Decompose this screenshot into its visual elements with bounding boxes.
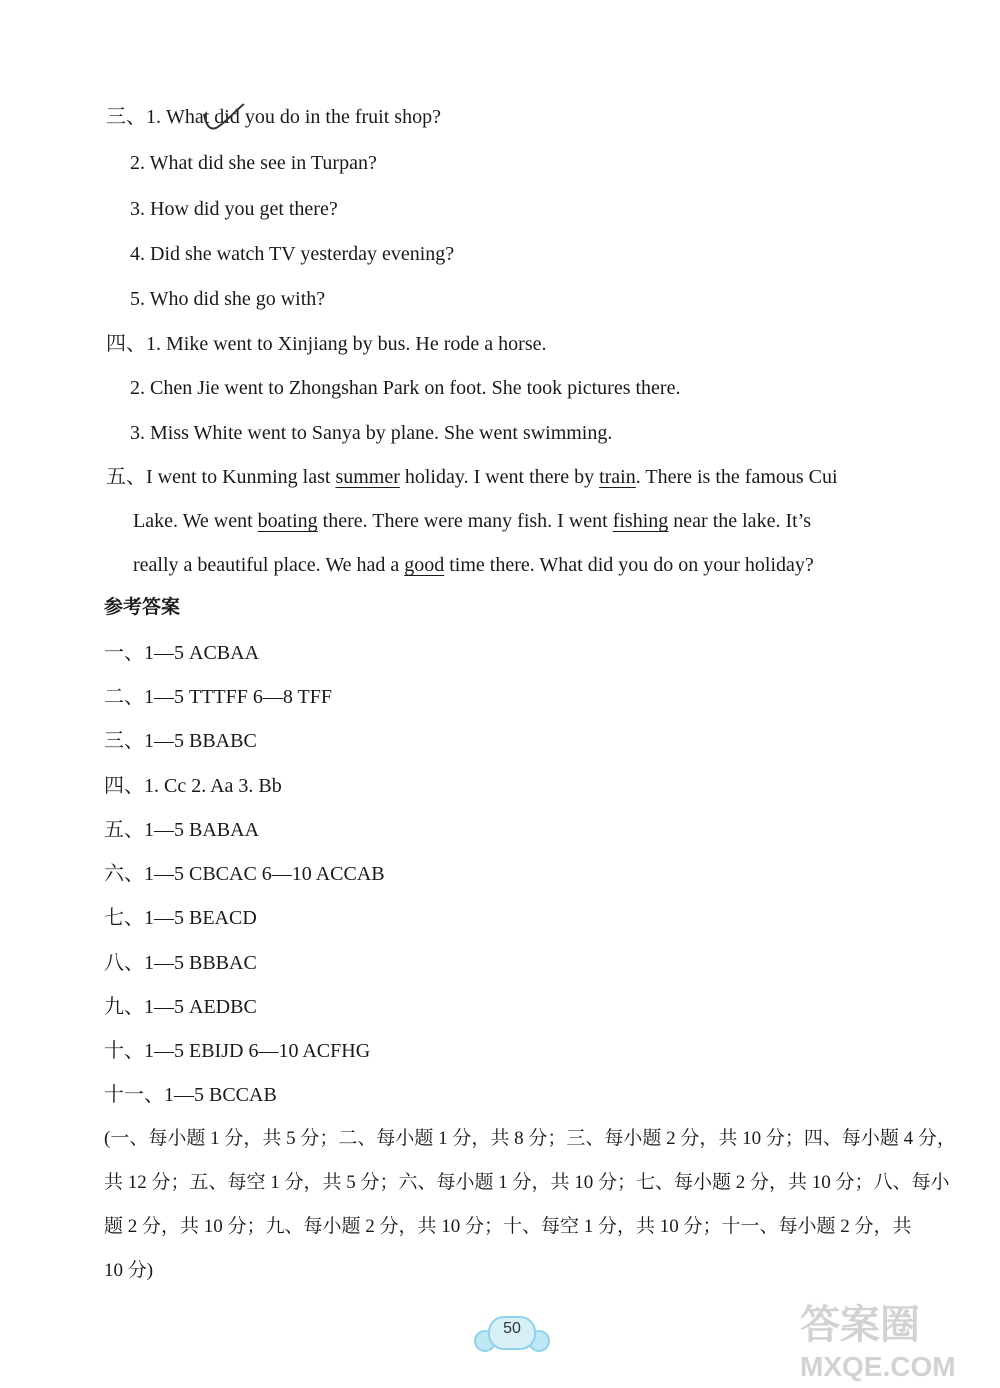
answer-line: 三、1—5 BBABC (104, 730, 257, 752)
answer-line: 九、1—5 AEDBC (104, 996, 257, 1018)
section5-text: near the lake. It’s (668, 510, 811, 532)
section4-item-2: 2. Chen Jie went to Zhongshan Park on foot. She took pictures there. (130, 377, 681, 399)
section5-text: time there. What did you do on your holiday? (444, 554, 814, 576)
section4-item-1: 1. Mike went to Xinjiang by bus. He rode a horse. (146, 333, 547, 355)
section3-item-1: 1. What did you do in the fruit shop? (146, 106, 441, 128)
section5-text: holiday. I went there by (399, 466, 600, 488)
answer-line: 一、1—5 ACBAA (104, 642, 260, 664)
section5-text: really a beautiful place. We had a (133, 554, 405, 576)
section5-prefix: 五、 (106, 466, 146, 488)
section5-blank: boating (257, 510, 318, 532)
section3-item-5: 5. Who did she go with? (130, 288, 326, 310)
answer-line: 二、1—5 TTTFF 6—8 TFF (104, 686, 332, 708)
section3-item-4: 4. Did she watch TV yesterday evening? (130, 243, 455, 265)
answer-line: 十、1—5 EBIJD 6—10 ACFHG (104, 1040, 371, 1062)
svg-text:MXQE.COM: MXQE.COM (800, 1351, 956, 1382)
answer-line: 四、1. Cc 2. Aa 3. Bb (104, 775, 282, 797)
scoring-note-line: (一、每小题 1 分，共 5 分；二、每小题 1 分，共 8 分；三、每小题 2 分，共 10 分；四、每小题 4 分， (104, 1128, 956, 1149)
page-number: 50 (503, 1320, 521, 1337)
section5-text: Lake. We went (133, 510, 258, 532)
section4-item-3: 3. Miss White went to Sanya by plane. She went swimming. (130, 422, 613, 444)
check-mark-icon (198, 100, 248, 160)
answer-line: 十一、1—5 BCCAB (104, 1084, 277, 1106)
scoring-note-line: 共 12 分；五、每空 1 分，共 5 分；六、每小题 1 分，共 10 分；七、每小题 2 分，共 10 分；八、每小 (104, 1172, 950, 1193)
section5-text: there. There were many fish. I went (317, 510, 613, 532)
watermark-logo (790, 1290, 990, 1386)
svg-text:答案圈: 答案圈 (800, 1302, 920, 1348)
section5-blank: fishing (612, 510, 669, 532)
scoring-note-line: 题 2 分，共 10 分；九、每小题 2 分，共 10 分；十、每空 1 分，共 10 分；十一、每小题 2 分，共 (104, 1216, 912, 1237)
scoring-note-line: 10 分) (104, 1260, 154, 1281)
answer-line: 七、1—5 BEACD (104, 907, 257, 929)
answer-line: 五、1—5 BABAA (104, 819, 260, 841)
section3-item-2: 2. What did she see in Turpan? (130, 152, 377, 174)
section4-line-1 (106, 331, 546, 357)
section3-item-3: 3. How did you get there? (130, 198, 338, 220)
answer-line: 六、1—5 CBCAC 6—10 ACCAB (104, 863, 385, 885)
section5-text: . There is the famous Cui (635, 466, 838, 488)
section5-line-1 (106, 464, 838, 490)
section5-blank: train (599, 466, 636, 488)
section5-blank: good (404, 554, 445, 576)
page-number-badge (470, 1312, 550, 1352)
section3-line-1 (106, 104, 441, 130)
section5-blank: summer (335, 466, 400, 488)
section3-prefix: 三、 (106, 106, 146, 128)
answer-line: 八、1—5 BBBAC (104, 952, 257, 974)
answers-title: 参考答案 (104, 596, 181, 618)
section4-prefix: 四、 (106, 333, 146, 355)
section5-text: I went to Kunming last (146, 466, 336, 488)
section5-line-2 (133, 508, 811, 534)
section5-line-3 (133, 552, 814, 578)
